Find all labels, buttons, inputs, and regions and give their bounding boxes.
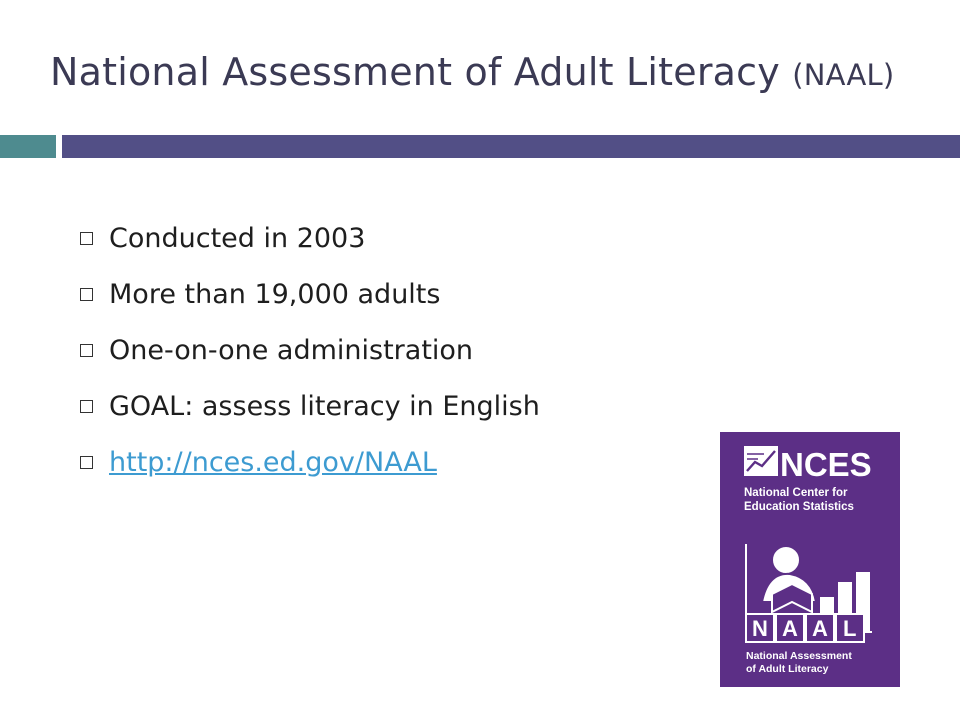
square-bullet-icon xyxy=(80,344,93,357)
naal-letter: N xyxy=(752,616,768,641)
logo-graphic xyxy=(720,432,900,687)
nces-name-line2: Education Statistics xyxy=(744,501,854,513)
bullet-item xyxy=(80,378,540,434)
nces-abbrev: NCES xyxy=(780,446,872,483)
naal-name-line2: of Adult Literacy xyxy=(746,663,829,675)
nces-naal-logo xyxy=(720,432,900,687)
naal-letter-boxes xyxy=(746,614,864,642)
naal-letter: A xyxy=(812,616,828,641)
slide-title-suffix: (NAAL) xyxy=(792,58,895,92)
nces-name-line1: National Center for xyxy=(744,487,848,499)
bullet-text: Conducted in 2003 xyxy=(109,222,366,254)
square-bullet-icon xyxy=(80,400,93,413)
naal-link[interactable]: http://nces.ed.gov/NAAL xyxy=(109,446,437,478)
square-bullet-icon xyxy=(80,288,93,301)
bullet-item xyxy=(80,266,540,322)
naal-letter: L xyxy=(843,616,857,641)
bullet-text: More than 19,000 adults xyxy=(109,278,441,310)
bullet-item xyxy=(80,322,540,378)
naal-name-line1: National Assessment xyxy=(746,650,852,662)
square-bullet-icon xyxy=(80,456,93,469)
bullet-text: GOAL: assess literacy in English xyxy=(109,390,540,422)
bullet-list xyxy=(80,210,540,490)
bullet-text: One-on-one administration xyxy=(109,334,474,366)
square-bullet-icon xyxy=(80,232,93,245)
slide-title-main: National Assessment of Adult Literacy xyxy=(50,50,780,94)
bullet-item xyxy=(80,210,540,266)
naal-letter: A xyxy=(782,616,798,641)
nces-mark-icon xyxy=(744,446,778,476)
slide-title xyxy=(50,50,894,96)
accent-bar-purple xyxy=(62,135,960,158)
bullet-item xyxy=(80,434,540,490)
accent-bar-teal xyxy=(0,135,56,158)
